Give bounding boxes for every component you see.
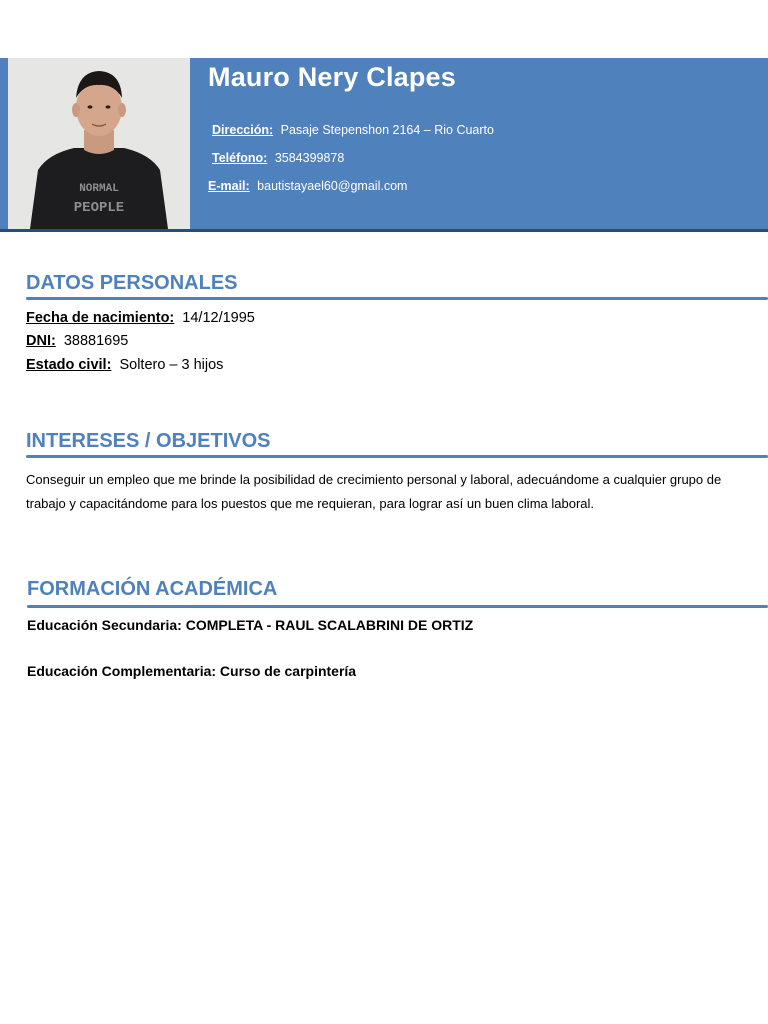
datos-personales-heading: DATOS PERSONALES xyxy=(26,272,238,294)
formacion-rule xyxy=(27,605,768,608)
civil-status-line xyxy=(26,357,223,373)
phone-label: Teléfono: xyxy=(212,151,268,165)
profile-photo xyxy=(8,58,190,229)
civil-status-label: Estado civil: xyxy=(26,357,112,373)
email-label: E-mail: xyxy=(208,179,250,193)
birthdate-label: Fecha de nacimiento: xyxy=(26,310,175,326)
dni-line xyxy=(26,333,128,349)
objective-paragraph: Conseguir un empleo que me brinde la posibilidad de crecimiento personal y laboral, adecuándome a cualquier grupo de trabajo y capacitándome para los puestos que me requieran, para lograr así un buen clima laboral. xyxy=(26,472,722,511)
intereses-heading: INTERESES / OBJETIVOS xyxy=(26,430,271,452)
email-value[interactable]: bautistayael60@gmail.com xyxy=(257,179,408,193)
shirt-print-line1: NORMAL xyxy=(79,183,119,195)
phone-value: 3584399878 xyxy=(274,151,345,165)
candidate-name: Mauro Nery Clapes xyxy=(208,62,456,92)
email-line xyxy=(208,179,407,193)
dni-value: 38881695 xyxy=(63,333,129,349)
birthdate-line xyxy=(26,310,255,326)
address-label: Dirección: xyxy=(212,123,274,137)
address-line xyxy=(212,123,494,137)
phone-line xyxy=(212,151,344,165)
civil-status-value: Soltero – 3 hijos xyxy=(119,357,224,373)
secondary-education: Educación Secundaria: COMPLETA - RAUL SCALABRINI DE ORTIZ xyxy=(27,617,474,633)
complementary-education: Educación Complementaria: Curso de carpintería xyxy=(27,663,357,679)
address-value: Pasaje Stepenshon 2164 – Rio Cuarto xyxy=(280,123,494,137)
birthdate-value: 14/12/1995 xyxy=(182,310,255,326)
datos-personales-rule xyxy=(26,297,768,300)
shirt-print-line2: PEOPLE xyxy=(73,200,125,216)
formacion-heading: FORMACIÓN ACADÉMICA xyxy=(27,578,278,600)
intereses-rule xyxy=(26,455,768,458)
dni-label: DNI: xyxy=(26,333,56,349)
header-band xyxy=(0,58,768,232)
